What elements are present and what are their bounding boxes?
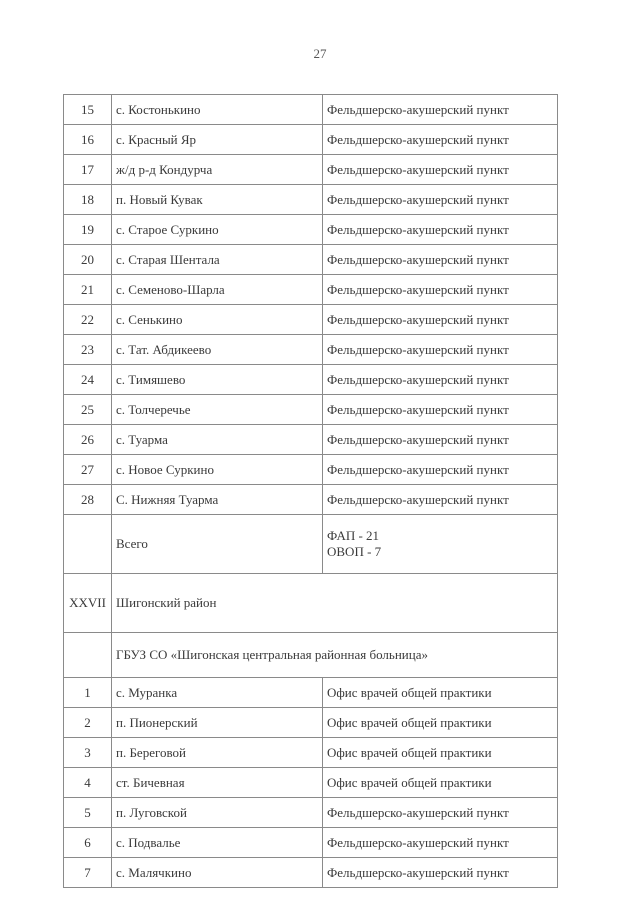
row-number: 15 <box>64 95 112 125</box>
row-number: 27 <box>64 455 112 485</box>
facility-type: Фельдшерско-акушерский пункт <box>323 305 558 335</box>
row-number: 7 <box>64 858 112 888</box>
settlement-name: с. Туарма <box>112 425 323 455</box>
table-row <box>64 155 558 185</box>
settlement-name: с. Тат. Абдикеево <box>112 335 323 365</box>
settlement-name: с. Красный Яр <box>112 125 323 155</box>
row-number: 5 <box>64 798 112 828</box>
settlement-name: п. Береговой <box>112 738 323 768</box>
table-row <box>64 858 558 888</box>
row-number: 25 <box>64 395 112 425</box>
facility-type: Офис врачей общей практики <box>323 768 558 798</box>
settlement-name: ст. Бичевная <box>112 768 323 798</box>
settlement-name: с. Толчеречье <box>112 395 323 425</box>
table-row <box>64 768 558 798</box>
table-row <box>64 185 558 215</box>
table-row <box>64 125 558 155</box>
settlement-name: С. Нижняя Туарма <box>112 485 323 515</box>
table-row <box>64 678 558 708</box>
facility-type: Фельдшерско-акушерский пункт <box>323 395 558 425</box>
institution-num-cell <box>64 633 112 678</box>
row-number: 20 <box>64 245 112 275</box>
table-row <box>64 395 558 425</box>
row-number: 24 <box>64 365 112 395</box>
table-row <box>64 708 558 738</box>
row-number: 4 <box>64 768 112 798</box>
row-number: 17 <box>64 155 112 185</box>
row-number: 21 <box>64 275 112 305</box>
settlement-name: п. Пионерский <box>112 708 323 738</box>
row-number: 18 <box>64 185 112 215</box>
table-body-summary <box>64 515 558 678</box>
table-row <box>64 245 558 275</box>
table-body-part-2 <box>64 678 558 888</box>
facility-type: Фельдшерско-акушерский пункт <box>323 245 558 275</box>
settlement-name: с. Старая Шентала <box>112 245 323 275</box>
facility-type: Фельдшерско-акушерский пункт <box>323 485 558 515</box>
total-ovop: ОВОП - 7 <box>327 544 382 559</box>
table-row <box>64 275 558 305</box>
table-row <box>64 455 558 485</box>
total-row <box>64 515 558 574</box>
table-row <box>64 485 558 515</box>
settlement-name: п. Луговской <box>112 798 323 828</box>
total-fap: ФАП - 21 <box>327 528 380 543</box>
table-row <box>64 215 558 245</box>
settlement-name: с. Малячкино <box>112 858 323 888</box>
facility-type: Фельдшерско-акушерский пункт <box>323 828 558 858</box>
facility-type: Фельдшерско-акушерский пункт <box>323 275 558 305</box>
settlement-name: ж/д р-д Кондурча <box>112 155 323 185</box>
table-row <box>64 95 558 125</box>
facilities-table <box>63 94 558 888</box>
row-number: 6 <box>64 828 112 858</box>
settlement-name: с. Подвалье <box>112 828 323 858</box>
table-body-part-1 <box>64 95 558 515</box>
facility-type: Фельдшерско-акушерский пункт <box>323 95 558 125</box>
row-number: 16 <box>64 125 112 155</box>
district-name: Шигонский район <box>112 574 558 633</box>
table-row <box>64 335 558 365</box>
row-number: 28 <box>64 485 112 515</box>
row-number: 26 <box>64 425 112 455</box>
facility-type: Офис врачей общей практики <box>323 738 558 768</box>
facility-type: Фельдшерско-акушерский пункт <box>323 125 558 155</box>
row-number: 22 <box>64 305 112 335</box>
settlement-name: с. Семеново-Шарла <box>112 275 323 305</box>
settlement-name: с. Новое Суркино <box>112 455 323 485</box>
institution-row <box>64 633 558 678</box>
facility-type: Фельдшерско-акушерский пункт <box>323 455 558 485</box>
district-num: XXVII <box>64 574 112 633</box>
facility-type: Фельдшерско-акушерский пункт <box>323 335 558 365</box>
settlement-name: с. Муранка <box>112 678 323 708</box>
facility-type: Офис врачей общей практики <box>323 678 558 708</box>
settlement-name: с. Костонькино <box>112 95 323 125</box>
facility-type: Фельдшерско-акушерский пункт <box>323 155 558 185</box>
settlement-name: с. Тимяшево <box>112 365 323 395</box>
table-row <box>64 738 558 768</box>
row-number: 1 <box>64 678 112 708</box>
total-values <box>323 515 558 574</box>
total-num-cell <box>64 515 112 574</box>
table-row <box>64 798 558 828</box>
row-number: 2 <box>64 708 112 738</box>
settlement-name: п. Новый Кувак <box>112 185 323 215</box>
page-number: 27 <box>313 46 327 61</box>
facility-type: Фельдшерско-акушерский пункт <box>323 215 558 245</box>
settlement-name: с. Старое Суркино <box>112 215 323 245</box>
total-label: Всего <box>112 515 323 574</box>
row-number: 19 <box>64 215 112 245</box>
facility-type: Фельдшерско-акушерский пункт <box>323 185 558 215</box>
row-number: 3 <box>64 738 112 768</box>
institution-name: ГБУЗ СО «Шигонская центральная районная больница» <box>112 633 558 678</box>
table-row <box>64 828 558 858</box>
table-row <box>64 305 558 335</box>
table-row <box>64 365 558 395</box>
facility-type: Фельдшерско-акушерский пункт <box>323 425 558 455</box>
facility-type: Фельдшерско-акушерский пункт <box>323 858 558 888</box>
settlement-name: с. Сенькино <box>112 305 323 335</box>
district-row <box>64 574 558 633</box>
facility-type: Офис врачей общей практики <box>323 708 558 738</box>
row-number: 23 <box>64 335 112 365</box>
facility-type: Фельдшерско-акушерский пункт <box>323 798 558 828</box>
table-row <box>64 425 558 455</box>
facility-type: Фельдшерско-акушерский пункт <box>323 365 558 395</box>
